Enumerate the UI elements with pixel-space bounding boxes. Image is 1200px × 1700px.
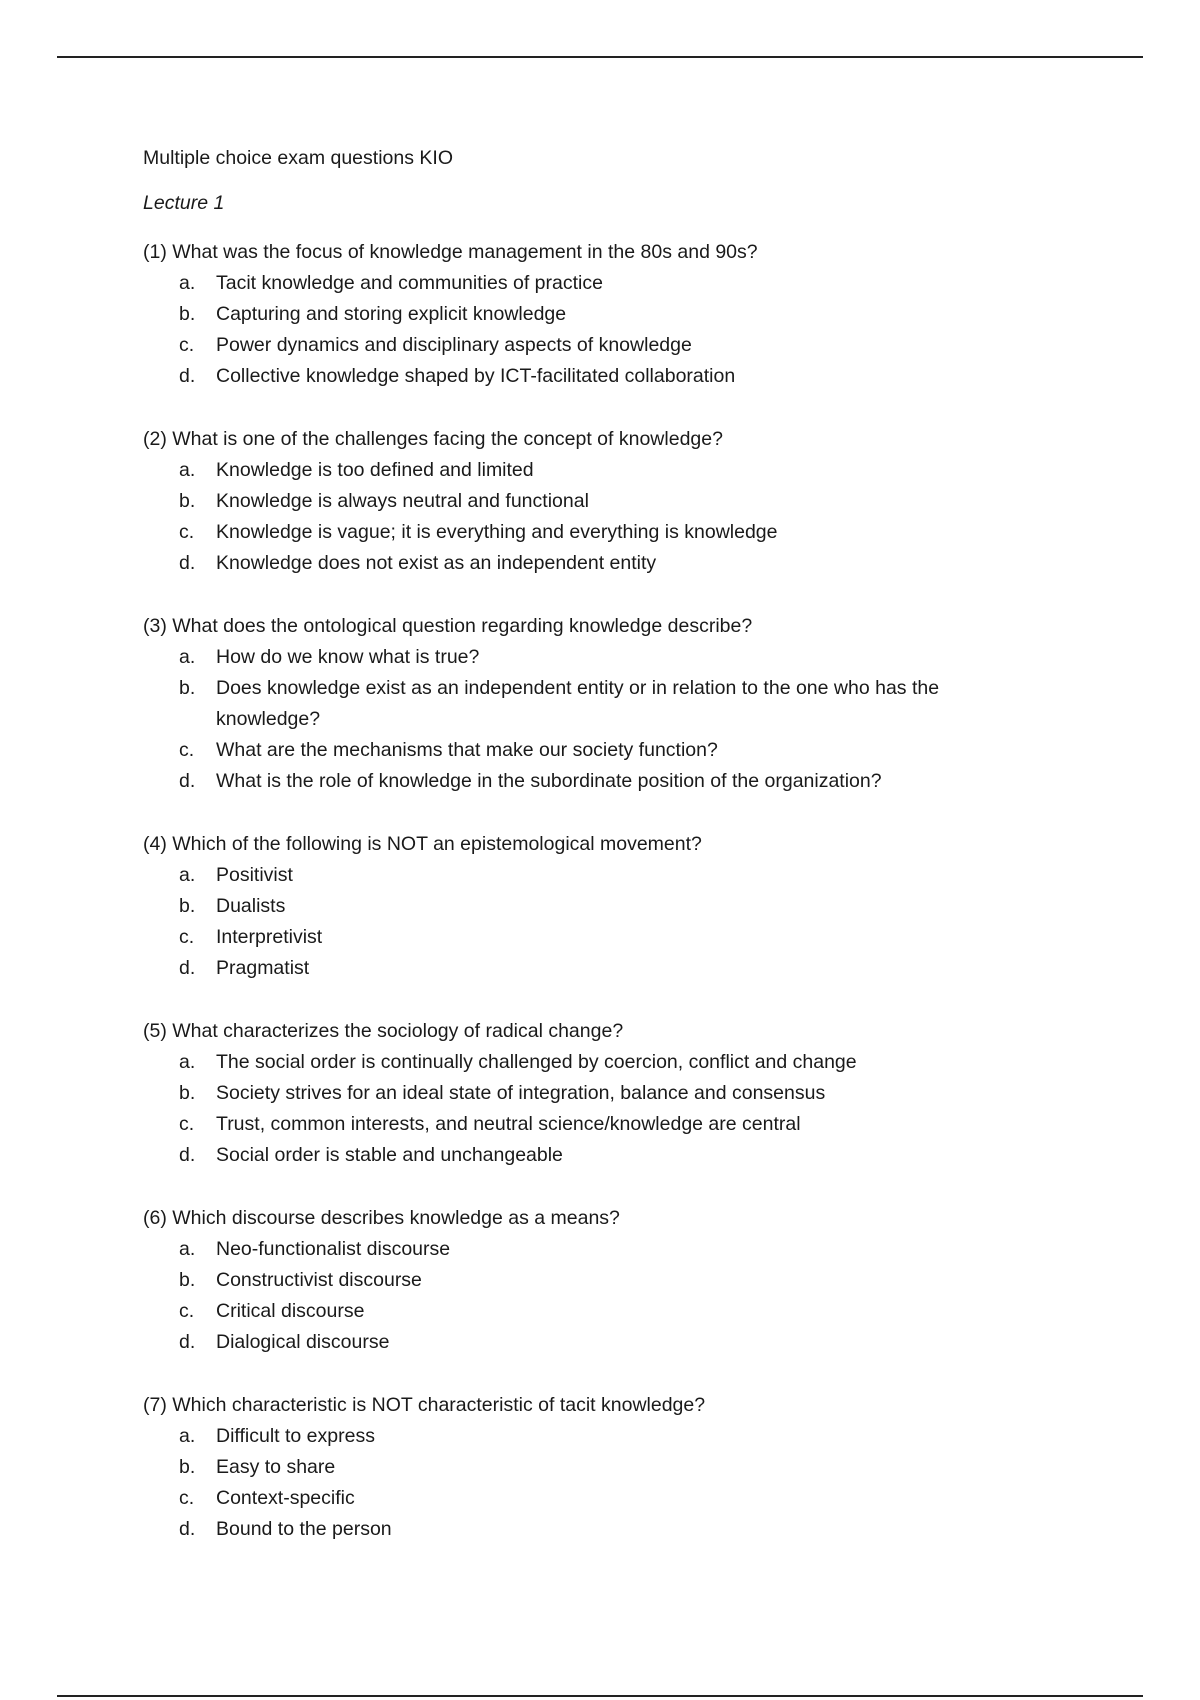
answer-option [143, 1078, 1003, 1109]
option-list [143, 1234, 1003, 1358]
answer-option [143, 766, 1003, 797]
answer-option [143, 361, 1003, 392]
option-letter: d. [179, 957, 196, 979]
option-text: Trust, common interests, and neutral science/knowledge are central [216, 1113, 801, 1135]
option-list [143, 1047, 1003, 1171]
option-text: Positivist [216, 864, 293, 886]
option-letter: b. [179, 1456, 196, 1478]
answer-option [143, 1514, 1003, 1545]
option-text: Easy to share [216, 1456, 336, 1478]
option-letter: c. [179, 739, 195, 761]
option-letter: a. [179, 459, 196, 481]
answer-option [143, 673, 1003, 735]
document-title: Multiple choice exam questions KIO [143, 147, 453, 169]
option-text: Capturing and storing explicit knowledge [216, 303, 567, 325]
option-text: Dualists [216, 895, 286, 917]
option-letter: c. [179, 1487, 195, 1509]
answer-option [143, 1047, 1003, 1078]
option-letter: b. [179, 490, 196, 512]
option-text: What is the role of knowledge in the subordinate position of the organization? [216, 770, 882, 792]
answer-option [143, 1296, 1003, 1327]
option-text: Does knowledge exist as an independent entity or in relation to the one who has the knowledge? [216, 677, 940, 730]
question-block [143, 1016, 1003, 1171]
option-letter: c. [179, 1113, 195, 1135]
answer-option [143, 891, 1003, 922]
option-text: Interpretivist [216, 926, 323, 948]
option-list [143, 1421, 1003, 1545]
option-letter: b. [179, 677, 196, 699]
option-list [143, 642, 1003, 797]
answer-option [143, 1327, 1003, 1358]
question-text: (7) Which characteristic is NOT characteristic of tacit knowledge? [143, 1394, 706, 1416]
option-letter: a. [179, 272, 196, 294]
option-text: Social order is stable and unchangeable [216, 1144, 563, 1166]
option-letter: a. [179, 1051, 196, 1073]
option-text: What are the mechanisms that make our society function? [216, 739, 718, 761]
option-letter: d. [179, 552, 196, 574]
answer-option [143, 1109, 1003, 1140]
answer-option [143, 953, 1003, 984]
option-letter: a. [179, 1425, 196, 1447]
answer-option [143, 1140, 1003, 1171]
answer-option [143, 517, 1003, 548]
option-text: Collective knowledge shaped by ICT-facilitated collaboration [216, 365, 736, 387]
answer-option [143, 1265, 1003, 1296]
option-text: Dialogical discourse [216, 1331, 390, 1353]
option-text: Bound to the person [216, 1518, 392, 1540]
option-text: Pragmatist [216, 957, 310, 979]
option-text: Tacit knowledge and communities of practice [216, 272, 603, 294]
option-letter: d. [179, 1144, 196, 1166]
question-text: (6) Which discourse describes knowledge as a means? [143, 1207, 620, 1229]
answer-option [143, 486, 1003, 517]
option-text: Neo-functionalist discourse [216, 1238, 451, 1260]
option-letter: d. [179, 1518, 196, 1540]
option-text: Difficult to express [216, 1425, 375, 1447]
answer-option [143, 1483, 1003, 1514]
option-text: Knowledge does not exist as an independent entity [216, 552, 657, 574]
answer-option [143, 330, 1003, 361]
option-letter: d. [179, 1331, 196, 1353]
option-letter: b. [179, 1269, 196, 1291]
option-text: Critical discourse [216, 1300, 365, 1322]
question-block [143, 424, 1003, 579]
option-letter: a. [179, 864, 196, 886]
question-block [143, 829, 1003, 984]
option-list [143, 455, 1003, 579]
question-list [143, 237, 1003, 1545]
option-text: Society strives for an ideal state of integration, balance and consensus [216, 1082, 826, 1104]
option-letter: c. [179, 1300, 195, 1322]
option-text: Knowledge is always neutral and functional [216, 490, 589, 512]
question-text: (2) What is one of the challenges facing the concept of knowledge? [143, 428, 723, 450]
question-text: (1) What was the focus of knowledge management in the 80s and 90s? [143, 241, 758, 263]
question-block [143, 611, 1003, 797]
option-letter: b. [179, 303, 196, 325]
option-letter: a. [179, 1238, 196, 1260]
question-text: (5) What characterizes the sociology of radical change? [143, 1020, 624, 1042]
question-text: (3) What does the ontological question regarding knowledge describe? [143, 615, 753, 637]
option-letter: b. [179, 895, 196, 917]
answer-option [143, 1234, 1003, 1265]
option-letter: a. [179, 646, 196, 668]
document-body [143, 143, 1003, 1545]
answer-option [143, 268, 1003, 299]
option-letter: c. [179, 334, 195, 356]
option-list [143, 268, 1003, 392]
question-block [143, 1203, 1003, 1358]
answer-option [143, 455, 1003, 486]
answer-option [143, 1421, 1003, 1452]
answer-option [143, 735, 1003, 766]
option-text: The social order is continually challenged by coercion, conflict and change [216, 1051, 857, 1073]
option-list [143, 860, 1003, 984]
answer-option [143, 548, 1003, 579]
question-block [143, 237, 1003, 392]
answer-option [143, 299, 1003, 330]
option-text: Context-specific [216, 1487, 355, 1509]
option-text: Constructivist discourse [216, 1269, 422, 1291]
option-text: Knowledge is vague; it is everything and everything is knowledge [216, 521, 778, 543]
option-letter: d. [179, 365, 196, 387]
option-text: Knowledge is too defined and limited [216, 459, 534, 481]
question-block [143, 1390, 1003, 1545]
section-heading: Lecture 1 [143, 192, 225, 214]
answer-option [143, 922, 1003, 953]
option-letter: d. [179, 770, 196, 792]
footer-rule [57, 1695, 1143, 1697]
answer-option [143, 1452, 1003, 1483]
option-text: How do we know what is true? [216, 646, 480, 668]
option-text: Power dynamics and disciplinary aspects of knowledge [216, 334, 692, 356]
header-rule [57, 56, 1143, 58]
answer-option [143, 860, 1003, 891]
option-letter: c. [179, 521, 195, 543]
option-letter: c. [179, 926, 195, 948]
option-letter: b. [179, 1082, 196, 1104]
answer-option [143, 642, 1003, 673]
question-text: (4) Which of the following is NOT an epistemological movement? [143, 833, 702, 855]
